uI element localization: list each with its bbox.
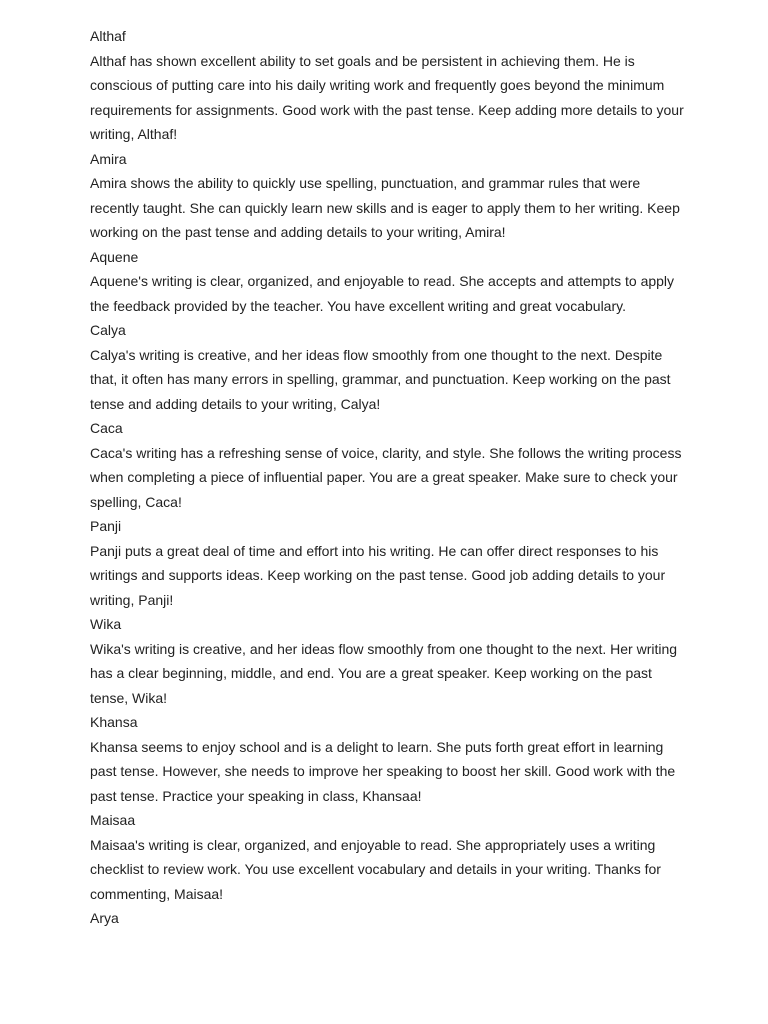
comment-line: Althaf has shown excellent ability to set goals and be persistent in achieving them. He is <box>90 52 635 69</box>
student-name: Althaf <box>90 28 126 44</box>
comment-line: spelling, Caca! <box>90 493 182 510</box>
comment-line: when completing a piece of influential paper. You are a great speaker. Make sure to check your <box>90 469 678 485</box>
comment-line: recently taught. She can quickly learn new skills and is eager to apply them to her writing. Keep <box>90 199 680 216</box>
student-name: Maisaa <box>90 812 136 828</box>
student-name: Arya <box>90 910 119 926</box>
student-name: Khansa <box>90 714 138 730</box>
comment-line: the feedback provided by the teacher. You have excellent writing and great vocabulary. <box>90 297 626 314</box>
comment-line: past tense. However, she needs to improve her speaking to boost her skill. Good work with the <box>90 763 676 779</box>
comment-line: past tense. Practice your speaking in class, Khansaa! <box>90 787 422 804</box>
comment-line: writing, Panji! <box>90 591 174 608</box>
comment-line: Wika's writing is creative, and her ideas flow smoothly from one thought to the next. Her writing <box>90 640 678 657</box>
comment-line: that, it often has many errors in spelling, grammar, and punctuation. Keep working on the past <box>90 371 671 387</box>
comment-line: Amira shows the ability to quickly use spelling, punctuation, and grammar rules that were <box>90 175 641 191</box>
comment-line: Khansa seems to enjoy school and is a delight to learn. She puts forth great effort in learning <box>90 738 664 755</box>
comment-line: requirements for assignments. Good work with the past tense. Keep adding more details to your <box>90 101 684 118</box>
document-page <box>90 24 690 931</box>
student-name: Calya <box>90 322 126 338</box>
comment-line: commenting, Maisaa! <box>90 885 224 902</box>
student-name: Caca <box>90 420 123 436</box>
student-name: Panji <box>90 518 122 534</box>
student-name: Aquene <box>90 248 139 265</box>
comment-line: has a clear beginning, middle, and end. You are a great speaker. Keep working on the past <box>90 665 652 681</box>
comment-line: Caca's writing has a refreshing sense of voice, clarity, and style. She follows the writing process <box>90 444 682 461</box>
student-name: Wika <box>90 616 122 632</box>
comment-line: Panji puts a great deal of time and effort into his writing. He can offer direct responses to his <box>90 542 659 559</box>
comment-line: Calya's writing is creative, and her ideas flow smoothly from one thought to the next. Despite <box>90 346 663 363</box>
comment-line: writings and supports ideas. Keep working on the past tense. Good job adding details to your <box>90 567 666 583</box>
comment-line: conscious of putting care into his daily writing work and frequently goes beyond the minimum <box>90 77 665 93</box>
comment-line: working on the past tense and adding details to your writing, Amira! <box>90 224 506 240</box>
comment-line: tense, Wika! <box>90 689 168 706</box>
student-name: Amira <box>90 150 127 167</box>
comment-line: Maisaa's writing is clear, organized, and enjoyable to read. She appropriately uses a writing <box>90 836 656 853</box>
comment-line: checklist to review work. You use excellent vocabulary and details in your writing. Thanks for <box>90 861 661 877</box>
comment-line: tense and adding details to your writing, Calya! <box>90 395 381 412</box>
comment-line: writing, Althaf! <box>90 126 178 142</box>
comment-line: Aquene's writing is clear, organized, and enjoyable to read. She accepts and attempts to apply <box>90 273 675 289</box>
